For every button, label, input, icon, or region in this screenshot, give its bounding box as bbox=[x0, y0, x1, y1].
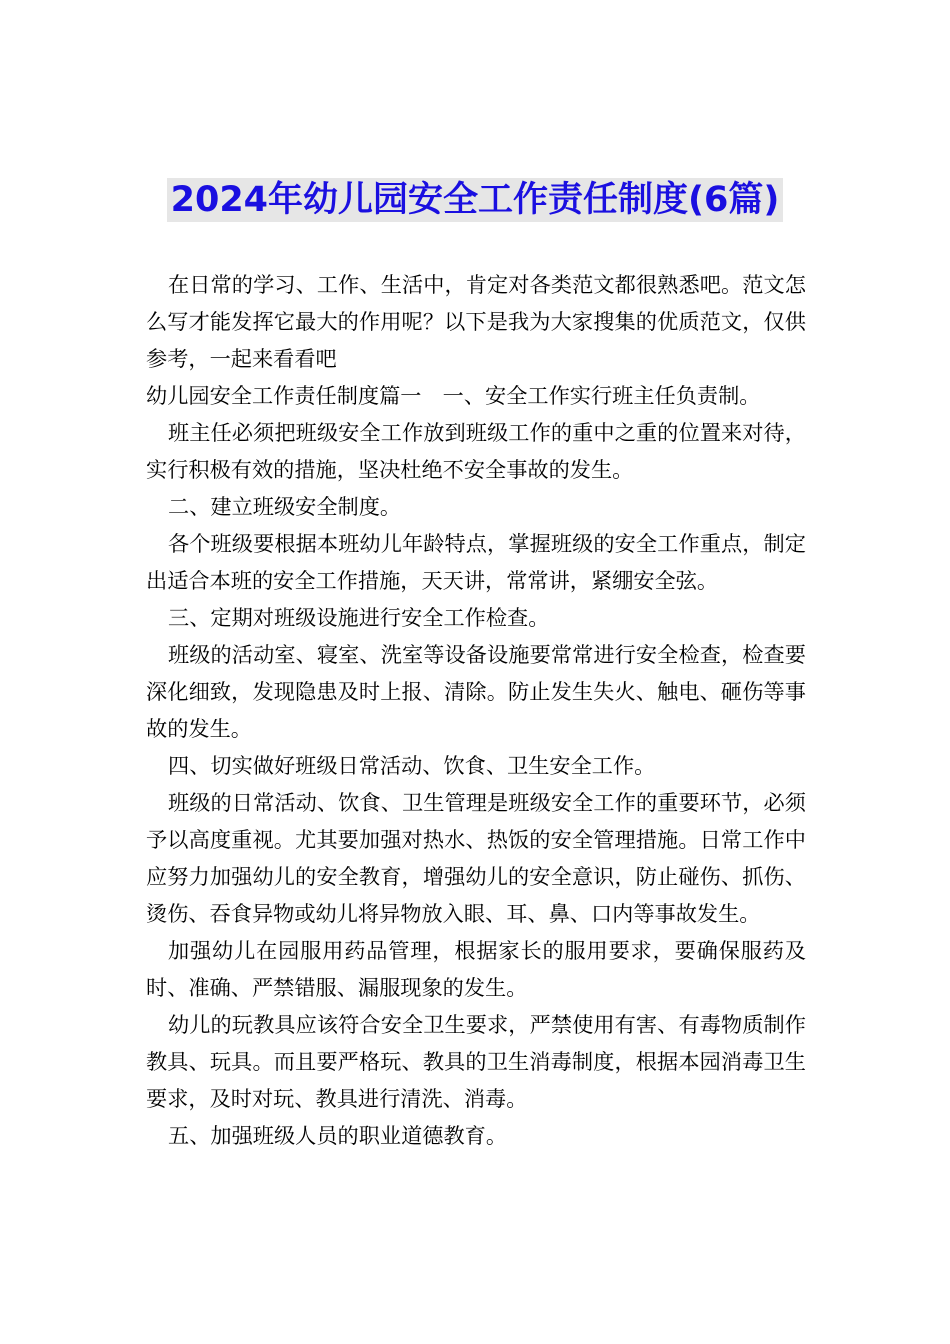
document-title: 2024年幼儿园安全工作责任制度(6篇) bbox=[167, 178, 784, 222]
section-heading: 四、切实做好班级日常活动、饮食、卫生安全工作。 bbox=[168, 753, 656, 778]
title-container bbox=[0, 178, 950, 222]
paragraph: 加强幼儿在园服用药品管理，根据家长的服用要求，要确保服药及时、准确、严禁错服、漏服现象的发生。 bbox=[146, 938, 806, 1000]
paragraph: 幼儿的玩教具应该符合安全卫生要求，严禁使用有害、有毒物质制作教具、玩具。而且要严格玩、教具的卫生消毒制度，根据本园消毒卫生要求，及时对玩、教具进行清洗、消毒。 bbox=[146, 1012, 806, 1111]
paragraph: 在日常的学习、工作、生活中，肯定对各类范文都很熟悉吧。范文怎么写才能发挥它最大的作用呢？以下是我为大家搜集的优质范文，仅供参考，一起来看看吧 bbox=[146, 272, 806, 371]
paragraph: 班级的活动室、寝室、洗室等设备设施要常常进行安全检查，检查要深化细致，发现隐患及时上报、清除。防止发生失火、触电、砸伤等事故的发生。 bbox=[146, 642, 806, 741]
section-heading: 三、定期对班级设施进行安全工作检查。 bbox=[168, 605, 550, 630]
document-body bbox=[146, 266, 806, 1154]
section-heading: 五、加强班级人员的职业道德教育。 bbox=[168, 1123, 508, 1148]
paragraph: 各个班级要根据本班幼儿年龄特点，掌握班级的安全工作重点，制定出适合本班的安全工作措施，天天讲，常常讲，紧绷安全弦。 bbox=[146, 531, 806, 593]
paragraph: 班级的日常活动、饮食、卫生管理是班级安全工作的重要环节，必须予以高度重视。尤其要加强对热水、热饭的安全管理措施。日常工作中应努力加强幼儿的安全教育，增强幼儿的安全意识，防止碰伤、抓伤、烫伤、吞食异物或幼儿将异物放入眼、耳、鼻、口内等事故发生。 bbox=[146, 790, 806, 926]
paragraph: 幼儿园安全工作责任制度篇一 一、安全工作实行班主任负责制。 bbox=[146, 383, 761, 408]
paragraph: 班主任必须把班级安全工作放到班级工作的重中之重的位置来对待，实行积极有效的措施，坚决杜绝不安全事故的发生。 bbox=[146, 420, 806, 482]
section-heading: 二、建立班级安全制度。 bbox=[168, 494, 402, 519]
